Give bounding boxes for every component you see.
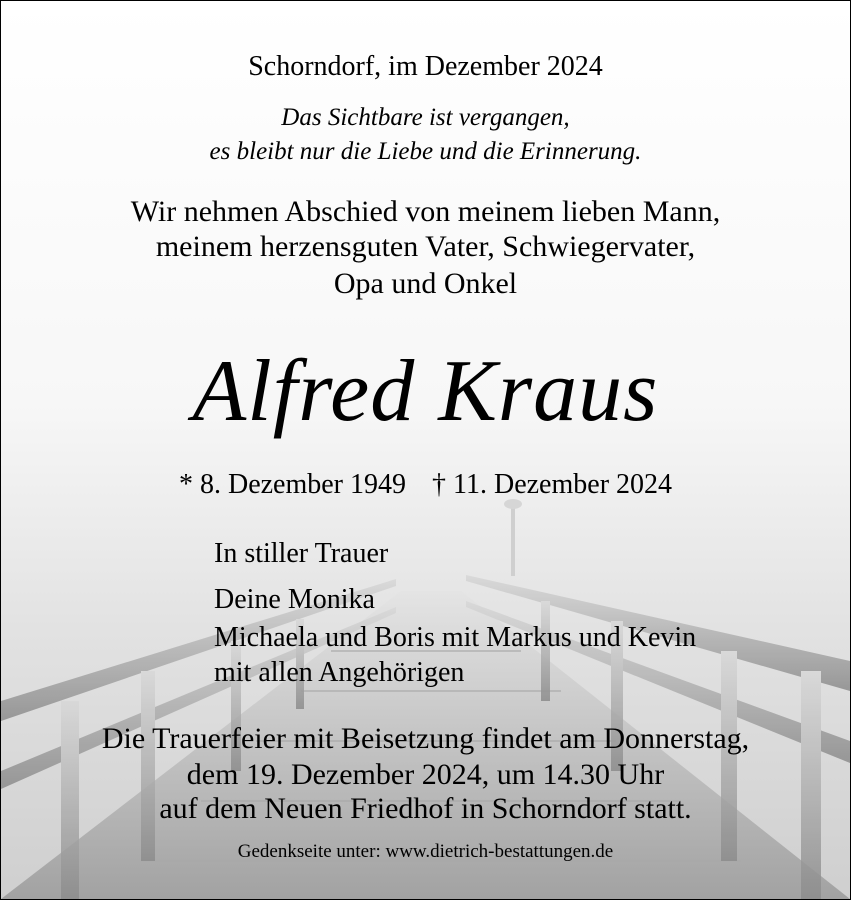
mourner-line-2: Michaela und Boris mit Markus und Kevin bbox=[214, 622, 697, 653]
farewell-line-2: meinem herzensguten Vater, Schwiegervater, bbox=[155, 230, 696, 263]
mourner-line-3: mit allen Angehörigen bbox=[214, 657, 465, 688]
service-line-1: Die Trauerfeier mit Beisetzung findet am Donnerstag, bbox=[101, 722, 750, 755]
death-date: † 11. Dezember 2024 bbox=[432, 469, 673, 500]
service-line-3: auf dem Neuen Friedhof in Schorndorf statt. bbox=[159, 792, 692, 825]
mourning-heading: In stiller Trauer bbox=[214, 538, 389, 569]
quote-line-1: Das Sichtbare ist vergangen, bbox=[281, 104, 570, 131]
place-date: Schorndorf, im Dezember 2024 bbox=[248, 51, 603, 82]
deceased-name: Alfred Kraus bbox=[192, 343, 659, 440]
birth-date: * 8. Dezember 1949 bbox=[178, 469, 407, 500]
service-line-2: dem 19. Dezember 2024, um 14.30 Uhr bbox=[186, 758, 665, 791]
mourner-line-1: Deine Monika bbox=[214, 584, 375, 615]
farewell-line-3: Opa und Onkel bbox=[333, 267, 518, 300]
life-dates bbox=[1, 469, 850, 501]
quote-line-2: es bleibt nur die Liebe und die Erinnerung. bbox=[209, 138, 642, 165]
farewell-line-1: Wir nehmen Abschied von meinem lieben Mann, bbox=[130, 195, 721, 228]
memorial-website[interactable]: Gedenkseite unter: www.dietrich-bestattungen.de bbox=[237, 841, 614, 862]
